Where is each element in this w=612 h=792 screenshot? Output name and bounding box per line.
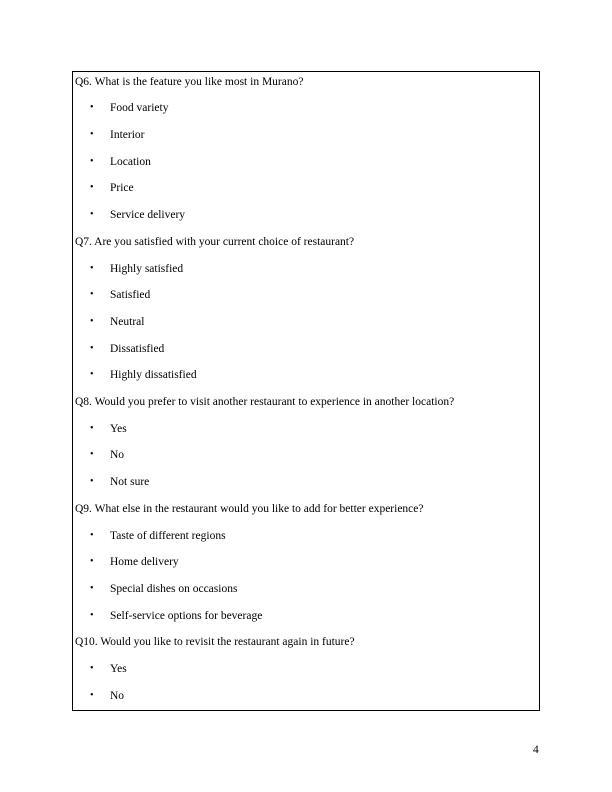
bullet-icon: •: [90, 156, 94, 167]
question-6: Q6. What is the feature you like most in Murano?: [75, 76, 304, 88]
option-7-2: Satisfied: [110, 289, 151, 301]
question-10: Q10. Would you like to revisit the restaurant again in future?: [75, 636, 355, 648]
option-10-1: Yes: [110, 663, 127, 675]
option-7-1: Highly satisfied: [110, 263, 184, 275]
bullet-icon: •: [90, 343, 94, 354]
option-7-4: Dissatisfied: [110, 343, 165, 355]
option-8-1: Yes: [110, 423, 127, 435]
bullet-icon: •: [90, 663, 94, 674]
bullet-icon: •: [90, 369, 94, 380]
option-6-2: Interior: [110, 129, 145, 141]
bullet-icon: •: [90, 449, 94, 460]
option-6-5: Service delivery: [110, 209, 186, 221]
bullet-icon: •: [90, 209, 94, 220]
question-7: Q7. Are you satisfied with your current choice of restaurant?: [75, 236, 355, 248]
option-6-4: Price: [110, 182, 134, 194]
bullet-icon: •: [90, 476, 94, 487]
question-9: Q9. What else in the restaurant would you like to add for better experience?: [75, 503, 424, 515]
option-9-2: Home delivery: [110, 556, 179, 568]
bullet-icon: •: [90, 610, 94, 621]
page-number: 4: [533, 744, 539, 756]
bullet-icon: •: [90, 263, 94, 274]
option-7-3: Neutral: [110, 316, 145, 328]
bullet-icon: •: [90, 182, 94, 193]
option-9-4: Self-service options for beverage: [110, 610, 263, 622]
bullet-icon: •: [90, 690, 94, 701]
bullet-icon: •: [90, 556, 94, 567]
bullet-icon: •: [90, 129, 94, 140]
option-10-2: No: [110, 690, 125, 702]
bullet-icon: •: [90, 423, 94, 434]
bullet-icon: •: [90, 316, 94, 327]
bullet-icon: •: [90, 289, 94, 300]
option-9-1: Taste of different regions: [110, 530, 226, 542]
question-8: Q8. Would you prefer to visit another restaurant to experience in another location?: [75, 396, 455, 408]
bullet-icon: •: [90, 530, 94, 541]
option-9-3: Special dishes on occasions: [110, 583, 238, 595]
bullet-icon: •: [90, 583, 94, 594]
option-8-2: No: [110, 449, 125, 461]
bullet-icon: •: [90, 102, 94, 113]
option-6-1: Food variety: [110, 102, 169, 114]
option-6-3: Location: [110, 156, 151, 168]
option-7-5: Highly dissatisfied: [110, 369, 197, 381]
option-8-3: Not sure: [110, 476, 150, 488]
